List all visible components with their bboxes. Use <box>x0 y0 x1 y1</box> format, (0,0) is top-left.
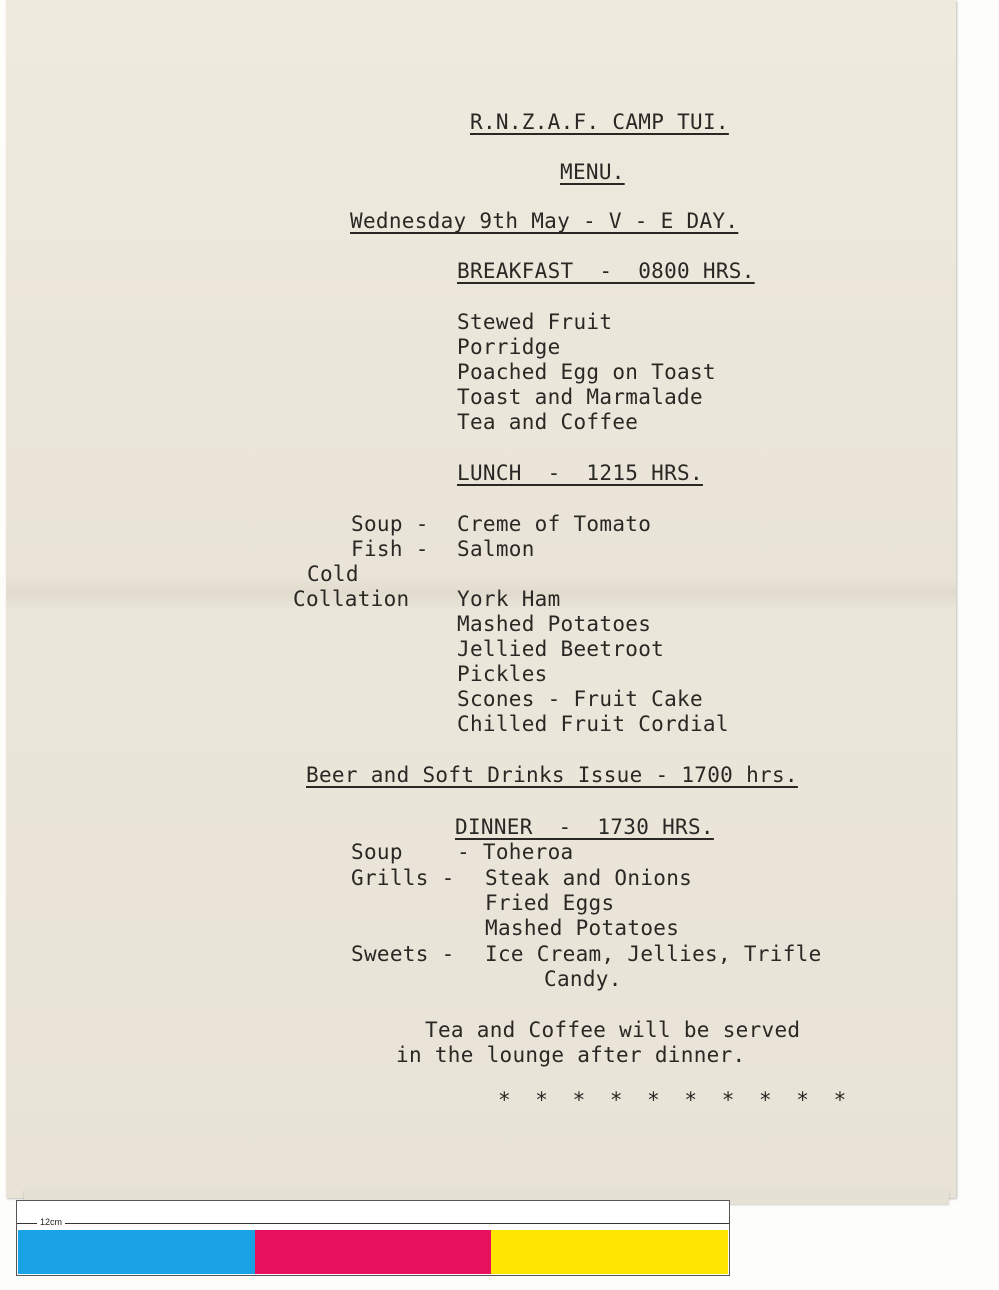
breakfast-item: Stewed Fruit <box>457 310 613 334</box>
lunch-item: Jellied Beetroot <box>457 637 665 661</box>
lunch-item: York Ham <box>457 587 561 611</box>
dinner-item: Candy. <box>544 967 622 991</box>
closing-line: in the lounge after dinner. <box>396 1043 746 1067</box>
lunch-item: Scones - Fruit Cake <box>457 687 703 711</box>
camp-title: R.N.Z.A.F. CAMP TUI. <box>470 110 729 134</box>
dinner-label: Soup <box>351 840 403 864</box>
color-scale-bar <box>16 1200 730 1276</box>
dinner-item: - Toheroa <box>457 840 574 864</box>
lunch-item: Pickles <box>457 662 548 686</box>
scale-swatch-yellow <box>491 1230 728 1274</box>
menu-heading: MENU. <box>560 160 625 184</box>
drinks-issue-line: Beer and Soft Drinks Issue - 1700 hrs. <box>306 763 798 787</box>
lunch-label: Soup - <box>351 512 429 536</box>
scale-label: 12cm <box>37 1217 65 1227</box>
dinner-item: Mashed Potatoes <box>485 916 680 940</box>
stars-divider: * * * * * * * * * * <box>498 1088 853 1112</box>
closing-line: Tea and Coffee will be served <box>425 1018 801 1042</box>
dinner-label: Grills - <box>351 866 455 890</box>
lunch-title: LUNCH - 1215 HRS. <box>457 461 703 485</box>
breakfast-item: Poached Egg on Toast <box>457 360 716 384</box>
scale-swatch-magenta <box>255 1230 491 1274</box>
scale-swatch-cyan <box>18 1230 255 1274</box>
dinner-item: Ice Cream, Jellies, Trifle <box>485 942 822 966</box>
date-line: Wednesday 9th May - V - E DAY. <box>350 209 739 233</box>
scale-measure-line <box>17 1223 729 1224</box>
breakfast-item: Porridge <box>457 335 561 359</box>
dinner-title: DINNER - 1730 HRS. <box>455 815 714 839</box>
lunch-label: Cold <box>307 562 359 586</box>
lunch-item: Chilled Fruit Cordial <box>457 712 729 736</box>
dinner-item: Steak and Onions <box>485 866 693 890</box>
breakfast-title: BREAKFAST - 0800 HRS. <box>457 259 755 283</box>
breakfast-item: Toast and Marmalade <box>457 385 703 409</box>
lunch-label: Fish - <box>351 537 429 561</box>
breakfast-item: Tea and Coffee <box>457 410 639 434</box>
dinner-item: Fried Eggs <box>485 891 615 915</box>
lunch-label: Collation <box>293 587 410 611</box>
lunch-item: Salmon <box>457 537 535 561</box>
dinner-label: Sweets - <box>351 942 455 966</box>
lunch-item: Mashed Potatoes <box>457 612 652 636</box>
lunch-item: Creme of Tomato <box>457 512 652 536</box>
